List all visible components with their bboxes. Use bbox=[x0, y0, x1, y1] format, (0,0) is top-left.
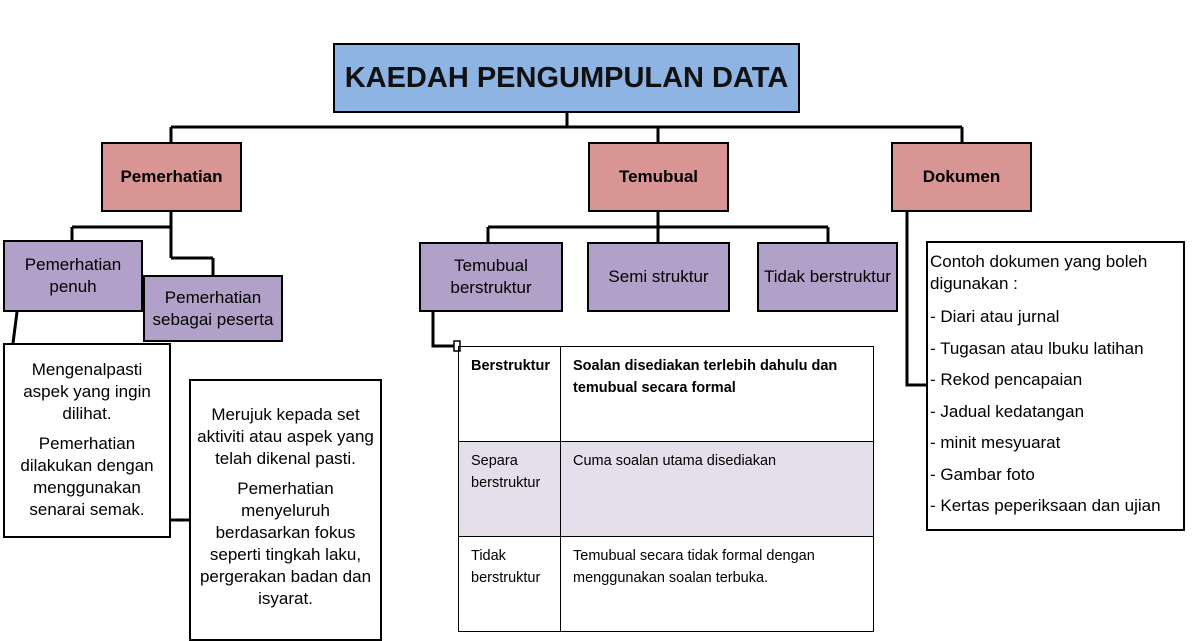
note-text: Merujuk kepada set aktiviti atau aspek yang telah dikenal pasti. bbox=[197, 405, 374, 468]
temubual-table bbox=[458, 346, 874, 632]
category-label: Dokumen bbox=[922, 167, 1001, 186]
list-item: - Diari atau jurnal bbox=[930, 307, 1060, 326]
diagram-title: KAEDAH PENGUMPULAN DATA bbox=[344, 61, 789, 94]
category-pemerhatian bbox=[101, 142, 242, 212]
sub-semi-struktur bbox=[587, 242, 730, 312]
table-cell-desc: Cuma soalan utama disediakan bbox=[561, 442, 874, 537]
sub-label: Temubual berstruktur bbox=[450, 256, 532, 297]
list-item: - Jadual kedatangan bbox=[930, 401, 1085, 421]
sub-label: Pemerhatian sebagai peserta bbox=[152, 287, 274, 329]
list-item: - Rekod pencapaian bbox=[930, 370, 1083, 389]
note-text: Mengenalpasti aspek yang ingin dilihat. bbox=[23, 360, 151, 423]
table-cell-type: Separa berstruktur bbox=[459, 442, 561, 537]
category-label: Pemerhatian bbox=[120, 167, 223, 186]
sub-tidak-berstruktur bbox=[757, 242, 898, 312]
table-cell-type: Berstruktur bbox=[459, 347, 561, 442]
sub-pemerhatian-penuh bbox=[3, 240, 143, 312]
table-row bbox=[459, 537, 874, 632]
list-item: - Gambar foto bbox=[930, 464, 1035, 484]
table-cell-type: Tidak berstruktur bbox=[459, 537, 561, 632]
category-label: Temubual bbox=[618, 167, 699, 186]
category-dokumen bbox=[891, 142, 1032, 212]
note-text: Pemerhatian dilakukan dengan menggunakan senarai semak. bbox=[20, 434, 154, 519]
list-item: - Kertas peperiksaan dan ujian bbox=[930, 496, 1161, 515]
table-cell-desc: Soalan disediakan terlebih dahulu dan temubual secara formal bbox=[561, 347, 874, 442]
sub-pemerhatian-peserta bbox=[143, 275, 283, 342]
note-pemerhatian-peserta bbox=[189, 379, 382, 641]
list-item: - Tugasan atau lbuku latihan bbox=[930, 338, 1144, 358]
table-cell-desc: Temubual secara tidak formal dengan menggunakan soalan terbuka. bbox=[561, 537, 874, 632]
table-row bbox=[459, 442, 874, 537]
note-pemerhatian-penuh bbox=[3, 343, 171, 538]
dokumen-list bbox=[930, 301, 1181, 522]
sub-label: Tidak berstruktur bbox=[764, 267, 891, 286]
sub-label: Pemerhatian penuh bbox=[24, 255, 122, 296]
category-temubual bbox=[588, 142, 729, 212]
sub-label: Semi struktur bbox=[608, 267, 709, 286]
table-row bbox=[459, 347, 874, 442]
dokumen-list-box bbox=[926, 241, 1185, 531]
list-item: - minit mesyuarat bbox=[930, 433, 1061, 452]
dokumen-intro: Contoh dokumen yang boleh digunakan : bbox=[930, 252, 1148, 293]
sub-temubual-berstruktur bbox=[419, 242, 563, 312]
note-text: Pemerhatian menyeluruh berdasarkan fokus seperti tingkah laku, pergerakan badan dan isyarat. bbox=[199, 479, 372, 608]
title-box bbox=[333, 43, 800, 113]
